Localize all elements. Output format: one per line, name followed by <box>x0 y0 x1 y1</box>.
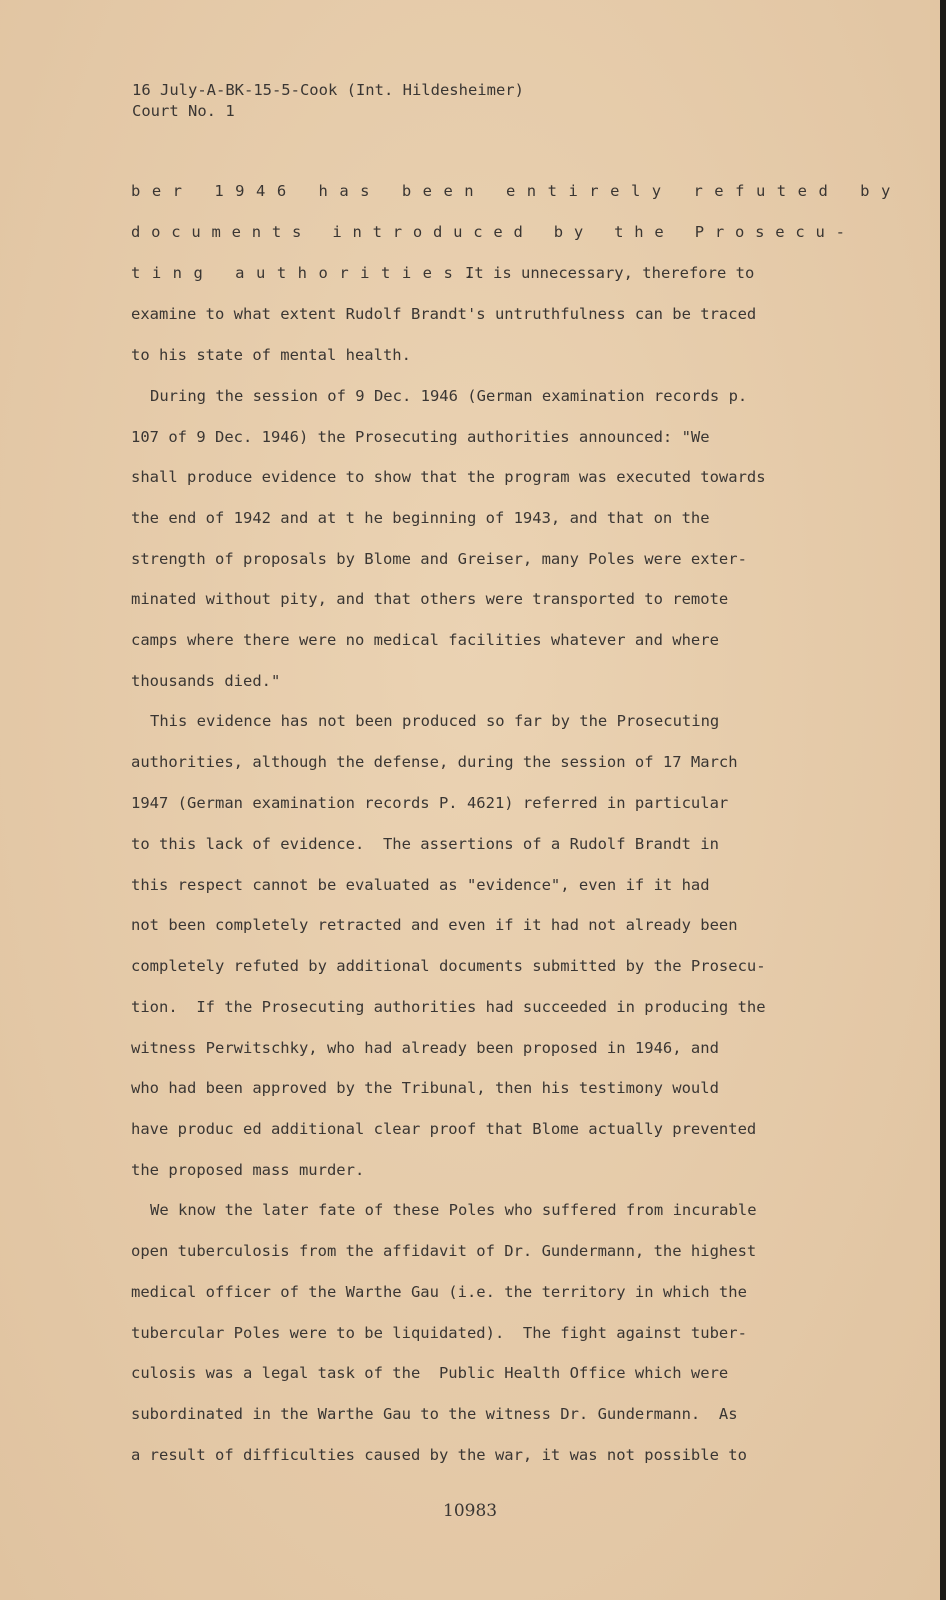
body-line: During the session of 9 Dec. 1946 (German examination records p. <box>150 387 748 405</box>
body-line: This evidence has not been produced so far by the Prosecuting <box>150 712 720 730</box>
header-session-line: 16 July-A-BK-15-5-Cook (Int. Hildesheimer) <box>132 81 524 99</box>
body-line: not been completely retracted and even if it had not already been <box>131 916 738 934</box>
body-line: minated without pity, and that others were transported to remote <box>131 590 729 608</box>
body-line: completely refuted by additional documents submitted by the Prosecu- <box>131 957 766 975</box>
body-line: authorities, although the defense, during the session of 17 March <box>131 753 738 771</box>
body-line: witness Perwitschky, who had already been proposed in 1946, and <box>131 1039 719 1057</box>
body-line: to his state of mental health. <box>131 346 411 364</box>
body-line: 107 of 9 Dec. 1946) the Prosecuting authorities announced: "We <box>131 428 710 446</box>
body-line: who had been approved by the Tribunal, then his testimony would <box>131 1079 719 1097</box>
body-line: the end of 1942 and at t he beginning of 1943, and that on the <box>131 509 710 527</box>
document-header <box>132 80 524 122</box>
body-line: to this lack of evidence. The assertions of a Rudolf Brandt in <box>131 835 719 853</box>
body-line: 1947 (German examination records P. 4621) referred in particular <box>131 794 729 812</box>
body-line: ber 1946 has been entirely refuted by <box>131 182 902 200</box>
body-line: It is unnecessary, therefore to <box>465 264 755 282</box>
body-line: strength of proposals by Blome and Greiser, many Poles were exter- <box>131 550 747 568</box>
body-line: medical officer of the Warthe Gau (i.e. the territory in which the <box>131 1283 747 1301</box>
body-line: culosis was a legal task of the Public Health Office which were <box>131 1364 729 1382</box>
scan-edge <box>940 0 946 1600</box>
body-line: the proposed mass murder. <box>131 1161 365 1179</box>
body-line: tion. If the Prosecuting authorities had succeeded in producing the <box>131 998 766 1016</box>
body-line: shall produce evidence to show that the program was executed towards <box>131 468 766 486</box>
body-line: ting authorities. <box>131 264 486 282</box>
page-number: 10983 <box>443 1501 498 1521</box>
body-line: open tuberculosis from the affidavit of Dr. Gundermann, the highest <box>131 1242 757 1260</box>
body-line: documents introduced by the Prosecu- <box>131 223 856 241</box>
body-line: this respect cannot be evaluated as "evidence", even if it had <box>131 876 710 894</box>
body-line: have produc ed additional clear proof that Blome actually prevented <box>131 1120 757 1138</box>
body-line: We know the later fate of these Poles who suffered from incurable <box>150 1201 757 1219</box>
body-line: tubercular Poles were to be liquidated). The fight against tuber- <box>131 1324 747 1342</box>
body-line: thousands died." <box>131 672 281 690</box>
body-line: a result of difficulties caused by the war, it was not possible to <box>131 1446 747 1464</box>
header-court-line: Court No. 1 <box>132 102 235 120</box>
body-line: subordinated in the Warthe Gau to the witness Dr. Gundermann. As <box>131 1405 738 1423</box>
body-line: examine to what extent Rudolf Brandt's untruthfulness can be traced <box>131 305 757 323</box>
body-line: camps where there were no medical facilities whatever and where <box>131 631 719 649</box>
